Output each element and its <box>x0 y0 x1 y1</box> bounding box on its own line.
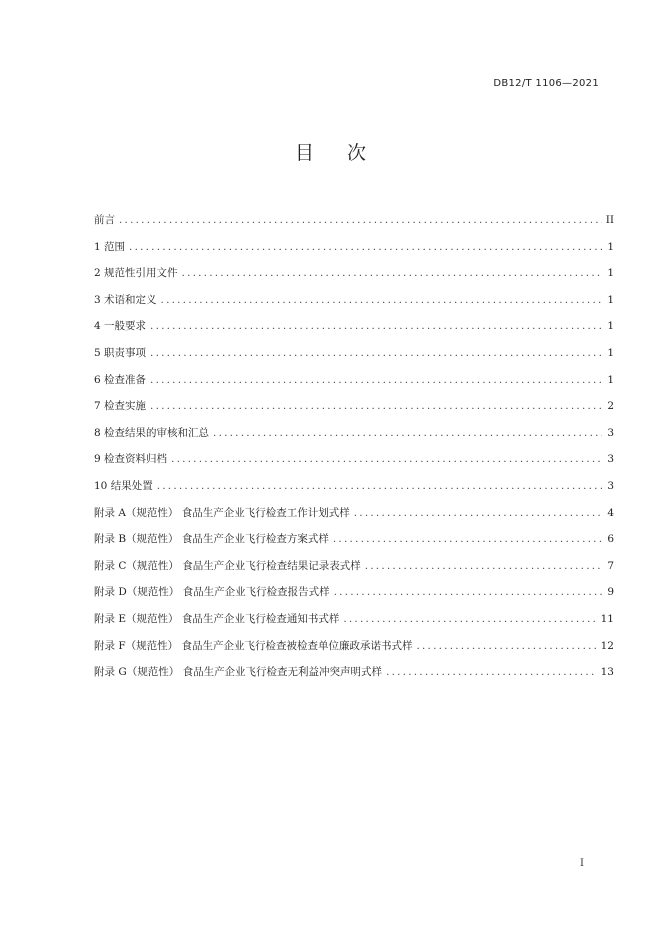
leader-dots <box>157 473 602 500</box>
toc-entry-page: 6 <box>607 533 614 546</box>
toc-entry-page: 1 <box>607 373 614 386</box>
leader-dots <box>161 287 602 314</box>
leader-dots <box>334 579 602 606</box>
toc-entry-page: II <box>605 214 614 226</box>
toc-entry-page: 11 <box>600 612 614 625</box>
toc-entry-label: 附录 C（规范性） 食品生产企业飞行检查结果记录表式样 <box>94 559 361 572</box>
toc-entry[interactable] <box>94 393 614 420</box>
toc-entry-label: 10 结果处置 <box>94 479 153 492</box>
toc-entry-page: 12 <box>600 639 614 652</box>
toc-entry-label: 附录 G（规范性） 食品生产企业飞行检查无利益冲突声明式样 <box>94 666 383 679</box>
toc-entry-label: 前言 <box>94 214 115 226</box>
leader-dots <box>150 340 602 367</box>
leader-dots <box>119 207 602 234</box>
leader-dots <box>343 606 596 633</box>
leader-dots <box>150 393 602 420</box>
toc-entry[interactable] <box>94 500 614 527</box>
toc-entry-page: 2 <box>607 400 614 413</box>
toc-entry-page: 9 <box>607 586 614 599</box>
toc-entry[interactable] <box>94 579 614 606</box>
leader-dots <box>171 446 602 473</box>
toc-entry-label: 1 范围 <box>94 240 126 253</box>
leader-dots <box>333 526 602 553</box>
leader-dots <box>182 260 602 287</box>
toc-entry-label: 附录 A（规范性） 食品生产企业飞行检查工作计划式样 <box>94 506 350 519</box>
title-char-1: 目 <box>294 142 315 164</box>
title-char-2: 次 <box>347 142 368 164</box>
page-title <box>0 138 662 165</box>
leader-dots <box>213 420 602 447</box>
leader-dots <box>129 234 602 261</box>
leader-dots <box>150 367 602 394</box>
leader-dots <box>150 313 602 340</box>
leader-dots <box>354 500 602 527</box>
toc-entry[interactable] <box>94 420 614 447</box>
toc-entry-page: 3 <box>607 426 614 439</box>
toc-entry-page: 7 <box>607 559 614 572</box>
leader-dots <box>386 659 597 686</box>
toc-entry-page: 3 <box>607 453 614 466</box>
toc-entry[interactable] <box>94 526 614 553</box>
toc-entry-label: 8 检查结果的审核和汇总 <box>94 426 210 439</box>
toc-entry[interactable] <box>94 633 614 660</box>
toc-entry-label: 5 职责事项 <box>94 346 147 359</box>
toc-entry[interactable] <box>94 340 614 367</box>
toc-entry-page: 1 <box>607 267 614 280</box>
toc-entry-page: 4 <box>607 506 614 519</box>
toc-entry[interactable] <box>94 260 614 287</box>
toc-entry-label: 3 术语和定义 <box>94 293 157 306</box>
page-number: I <box>580 858 584 869</box>
toc-entry-label: 附录 F（规范性） 食品生产企业飞行检查被检查单位廉政承诺书式样 <box>94 639 413 652</box>
leader-dots <box>365 553 602 580</box>
toc-entry[interactable] <box>94 659 614 686</box>
standard-code: DB12/T 1106—2021 <box>493 78 599 89</box>
toc-entry-label: 6 检查准备 <box>94 373 147 386</box>
toc-entry[interactable] <box>94 287 614 314</box>
toc-entry-page: 1 <box>607 293 614 306</box>
toc-entry[interactable] <box>94 313 614 340</box>
toc-entry-page: 1 <box>607 320 614 333</box>
toc-entry[interactable] <box>94 207 614 234</box>
toc-entry[interactable] <box>94 367 614 394</box>
toc-entry[interactable] <box>94 446 614 473</box>
toc-entry-page: 3 <box>607 479 614 492</box>
toc-entry-label: 7 检查实施 <box>94 400 147 413</box>
table-of-contents <box>94 207 614 686</box>
toc-entry-page: 1 <box>607 240 614 253</box>
toc-entry[interactable] <box>94 553 614 580</box>
toc-entry-label: 附录 B（规范性） 食品生产企业飞行检查方案式样 <box>94 533 329 546</box>
toc-entry-label: 附录 D（规范性） 食品生产企业飞行检查报告式样 <box>94 586 330 599</box>
toc-entry-page: 13 <box>600 666 614 679</box>
toc-entry[interactable] <box>94 473 614 500</box>
toc-entry[interactable] <box>94 234 614 261</box>
toc-entry-label: 9 检查资料归档 <box>94 453 168 466</box>
toc-entry-label: 4 一般要求 <box>94 320 147 333</box>
toc-entry-label: 2 规范性引用文件 <box>94 267 178 280</box>
toc-entry-label: 附录 E（规范性） 食品生产企业飞行检查通知书式样 <box>94 612 340 625</box>
leader-dots <box>416 633 596 660</box>
toc-entry-page: 1 <box>607 346 614 359</box>
toc-entry[interactable] <box>94 606 614 633</box>
